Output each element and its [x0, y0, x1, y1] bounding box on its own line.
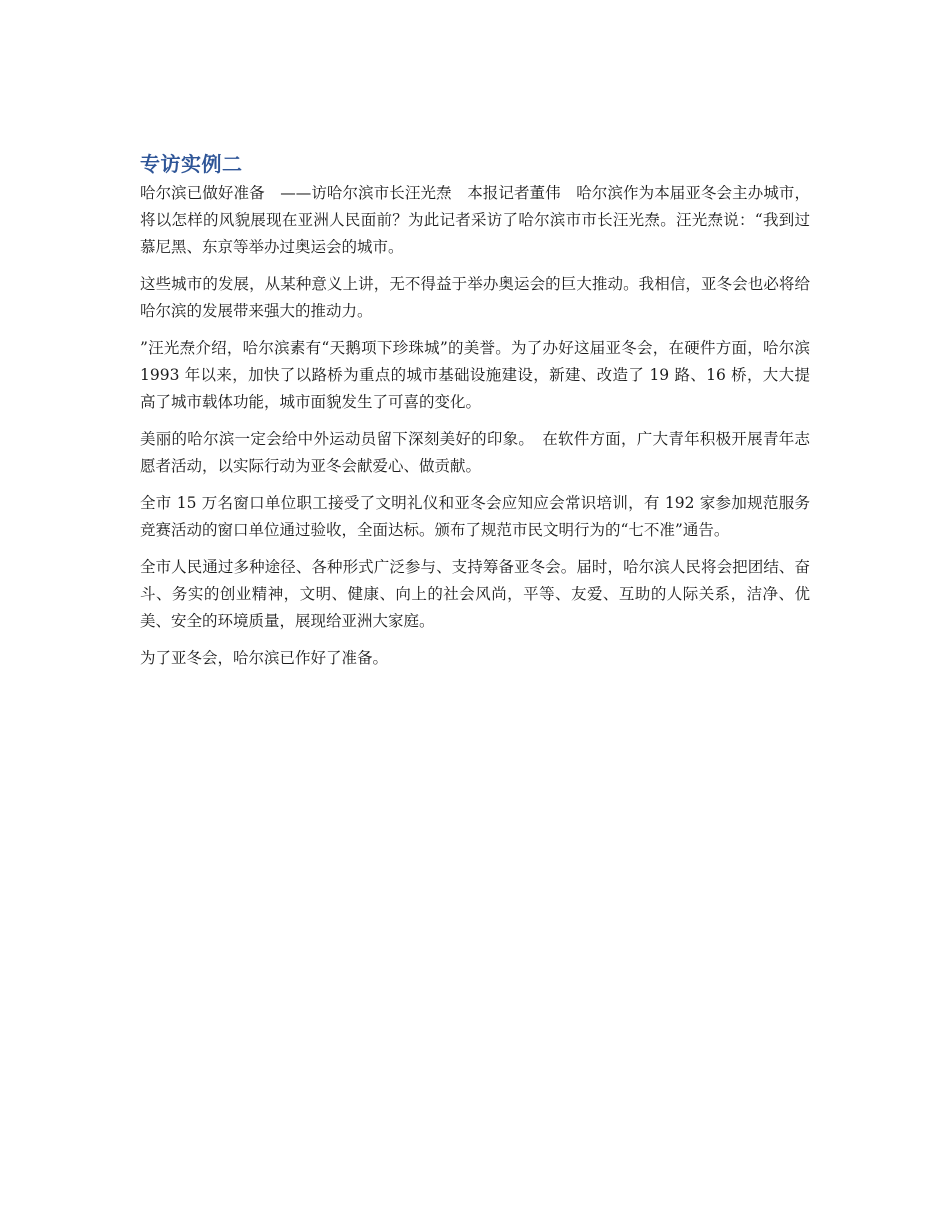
- paragraph-development: 这些城市的发展，从某种意义上讲，无不得益于举办奥运会的巨大推动。我相信，亚冬会也必将给哈尔滨的发展带来强大的推动力。: [140, 275, 810, 320]
- paragraph-participation: 全市人民通过多种途径、各种形式广泛参与、支持筹备亚冬会。届时，哈尔滨人民将会把团结、奋斗、务实的创业精神，文明、健康、向上的社会风尚，平等、友爱、互助的人际关系，洁净、优美、安全的环境质量，展现给亚洲大家庭。: [140, 558, 810, 630]
- paragraph-software: 美丽的哈尔滨一定会给中外运动员留下深刻美好的印象。 在软件方面，广大青年积极开展青年志愿者活动，以实际行动为亚冬会献爱心、做贡献。: [140, 430, 810, 475]
- document-body: [140, 150, 810, 682]
- paragraph-training: 全市 15 万名窗口单位职工接受了文明礼仪和亚冬会应知应会常识培训，有 192 家参加规范服务竞赛活动的窗口单位通过验收，全面达标。颁布了规范市民文明行为的“七不准”通告。: [140, 494, 810, 539]
- document-title: 专访实例二: [140, 152, 243, 176]
- paragraph-intro: 哈尔滨已做好准备 ——访哈尔滨市长汪光焘 本报记者董伟 哈尔滨作为本届亚冬会主办城市，将以怎样的风貌展现在亚洲人民面前？为此记者采访了哈尔滨市市长汪光焘。汪光焘说：“我到过慕尼黑、东京等举办过奥运会的城市。: [140, 184, 810, 256]
- paragraph-hardware: ”汪光焘介绍，哈尔滨素有“天鹅项下珍珠城”的美誉。为了办好这届亚冬会，在硬件方面，哈尔滨 1993 年以来，加快了以路桥为重点的城市基础设施建设，新建、改造了 19 路、16 桥，大大提高了城市载体功能，城市面貌发生了可喜的变化。: [140, 339, 810, 411]
- paragraph-conclusion: 为了亚冬会，哈尔滨已作好了准备。: [140, 649, 389, 667]
